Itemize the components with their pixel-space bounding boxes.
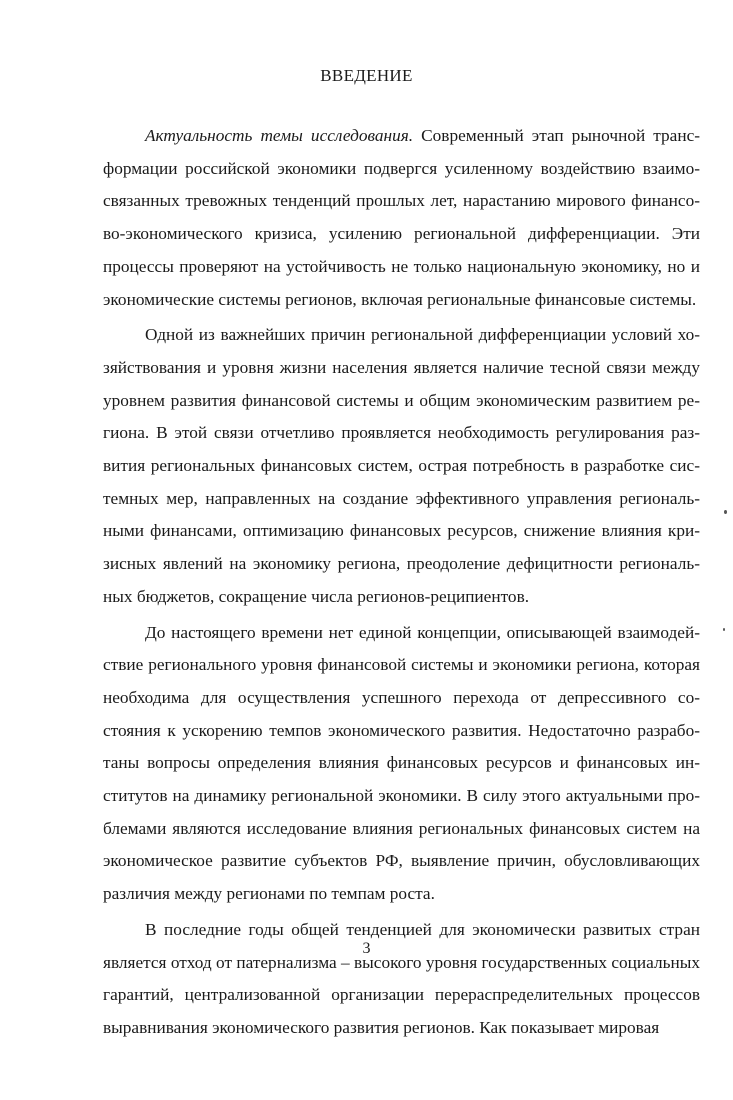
scan-speck: [723, 628, 725, 631]
paragraph-concept: До настоящего времени нет единой концепции, описывающей взаимодействие регионального уровня финансовой системы и экономики региона, которая необходима для осуществления успешного перехода от депрессивного состояния к ускорению темпов экономического развития. Недостаточно разработаны вопросы определения влияния финансовых ресурсов и финансовых институтов на динамику региональной экономики. В силу этого актуальными проблемами являются исследование влияния региональных финансовых систем на экономическое развитие субъектов РФ, выявление причин, обусловливающих различия между регионами по темпам роста.: [103, 622, 700, 904]
page-number: 3: [362, 940, 371, 957]
body-text: [103, 120, 700, 1045]
paragraph-relevance: [103, 120, 700, 316]
paragraph-differentiation: Одной из важнейших причин региональной дифференциации условий хозяйствования и уровня жизни населения является наличие тесной связи между уровнем развития финансовой системы и общим экономическим развитием региона. В этой связи отчетливо проявляется необходимость регулирования развития региональных финансовых систем, острая потребность в разработке системных мер, направленных на создание эффективного управления региональными финансами, оптимизацию финансовых ресурсов, снижение влияния кризисных явлений на экономику региона, преодоление дефицитности региональных бюджетов, сокращение числа регионов-реципиентов.: [103, 325, 700, 606]
paragraph-paternalism: В последние годы общей тенденцией для экономически развитых стран является отход от патернализма – высокого уровня государственных социальных гарантий, централизованной организации перераспределительных процессов выравнивания экономического развития регионов. Как показывает мировая: [103, 919, 700, 1037]
relevance-text: Современный этап рыночной трансформации российской экономики подвергся усиленному воздействию взаимосвязанных тревожных тенденций прошлых лет, нарастанию мирового финансово-экономического кризиса, усилению региональной дифференциации. Эти процессы проверяют на устойчивость не только национальную экономику, но и экономические системы регионов, включая региональные финансовые системы.: [103, 126, 700, 309]
scan-speck: [724, 510, 727, 514]
relevance-lead: Актуальность темы исследования.: [145, 126, 414, 145]
section-title: ВВЕДЕНИЕ: [320, 66, 413, 85]
